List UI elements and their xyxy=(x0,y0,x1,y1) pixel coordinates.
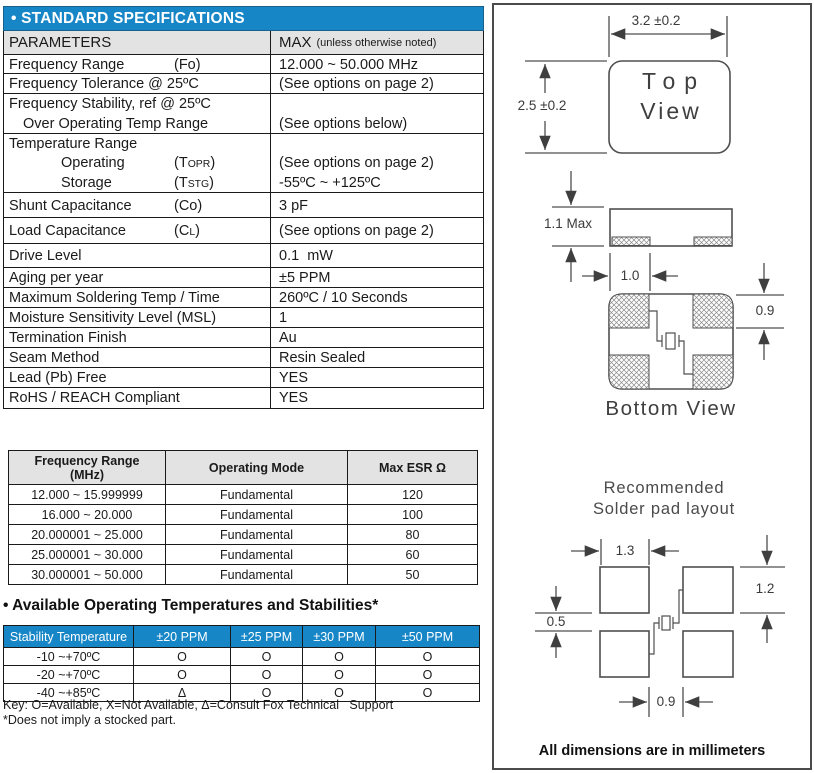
spec-parameter-cell xyxy=(4,55,271,73)
dimensions-note: All dimensions are in millimeters xyxy=(538,743,766,759)
stability-table-row xyxy=(4,648,479,666)
stability-cell: O xyxy=(303,666,376,683)
esr-header-line: (MHz) xyxy=(69,467,104,482)
spec-parameter-text: Termination Finish xyxy=(9,330,127,346)
spec-parameter-line xyxy=(4,74,270,93)
stability-cell: O xyxy=(134,666,231,683)
dim-layout-row-gap: 0.5 xyxy=(546,614,566,629)
spec-value-cell xyxy=(271,348,483,367)
parameters-column-header: PARAMETERS xyxy=(4,31,271,54)
spec-table-row xyxy=(4,328,483,348)
spec-table-row xyxy=(4,193,483,218)
layout-pad-top-left xyxy=(600,567,649,613)
spec-parameter-line xyxy=(4,244,270,267)
spec-value-line xyxy=(271,94,483,114)
spec-value-cell xyxy=(271,193,483,217)
spec-parameter-line xyxy=(4,348,270,367)
spec-parameter-line xyxy=(4,308,270,327)
spec-value-line: YES xyxy=(279,390,309,406)
esr-column-header xyxy=(348,451,477,484)
spec-parameter-cell xyxy=(4,268,271,287)
esr-column-header xyxy=(166,451,348,484)
spec-value-cell xyxy=(271,94,483,133)
spec-parameter-line xyxy=(4,193,270,217)
stability-cell: O xyxy=(303,648,376,665)
spec-parameter-symbol: (TOPR) xyxy=(174,155,216,172)
stability-cell: O xyxy=(231,648,303,665)
dim-layout-col-gap: 0.9 xyxy=(656,694,676,709)
esr-header-line: Operating Mode xyxy=(208,460,305,475)
spec-table-row xyxy=(4,218,483,244)
spec-parameter-text: Seam Method xyxy=(9,350,100,366)
spec-parameter-line xyxy=(4,154,270,174)
stability-cell: Δ xyxy=(134,684,231,701)
esr-cell: 80 xyxy=(405,527,420,542)
spec-value-line: (See options on page 2) xyxy=(279,155,434,172)
spec-parameter-line xyxy=(4,94,270,114)
spec-parameter-symbol: (Fo) xyxy=(174,56,201,73)
stability-cell: -40 ~+85ºC xyxy=(4,684,134,701)
esr-cell: Fundamental xyxy=(166,485,348,504)
stability-cell: O xyxy=(134,648,231,665)
spec-header-row xyxy=(4,31,483,55)
spec-value-line: (See options on page 2) xyxy=(279,223,434,239)
spec-value-line: 1 xyxy=(279,310,288,326)
stability-cell: O xyxy=(422,685,433,700)
spec-parameter-line xyxy=(4,268,270,287)
layout-pad-bottom-right xyxy=(683,631,733,677)
stability-cell: -20 ~+70ºC xyxy=(4,666,134,683)
solder-pad-layout-title-line2: Solder pad layout xyxy=(592,500,736,518)
bottom-pad-top-right xyxy=(693,294,733,328)
spec-parameter-text: Temperature Range xyxy=(9,135,138,152)
stability-column-header: ±50 PPM xyxy=(401,629,454,644)
spec-parameter-cell xyxy=(4,134,271,192)
spec-value-line: 12.000 ~ 50.000 MHz xyxy=(279,56,419,73)
stability-column-header: ±25 PPM xyxy=(231,626,303,647)
stability-column-header: ±30 PPM xyxy=(303,626,376,647)
spec-parameter-text: Shunt Capacitance xyxy=(9,197,132,214)
spec-parameter-cell xyxy=(4,244,271,267)
stability-table-row xyxy=(4,666,479,684)
spec-parameter-line xyxy=(4,173,270,192)
spec-value-cell xyxy=(271,268,483,287)
spec-value-line: (See options below) xyxy=(279,116,408,132)
esr-cell: 60 xyxy=(405,547,420,562)
crystal-symbol xyxy=(649,311,693,374)
bottom-pad-bottom-left xyxy=(609,355,649,389)
spec-parameter-line xyxy=(4,368,270,387)
spec-value-line: (See options on page 2) xyxy=(279,76,434,92)
spec-value-cell xyxy=(271,388,483,408)
top-view-label xyxy=(609,66,730,126)
spec-table-row xyxy=(4,55,483,74)
stability-cell: O xyxy=(422,667,433,682)
spec-parameter-symbol-sub: STG xyxy=(187,179,210,191)
spec-value-cell xyxy=(271,55,483,73)
spec-value-cell xyxy=(271,308,483,327)
stability-cell: O xyxy=(303,684,376,701)
stability-section-title: • Available Operating Temperatures and Stabilities* xyxy=(3,597,379,614)
max-column-header xyxy=(271,31,483,54)
spec-parameter-line xyxy=(4,288,270,307)
spec-table-row xyxy=(4,268,483,288)
spec-value-line: YES xyxy=(279,370,309,386)
esr-cell: Fundamental xyxy=(166,545,348,564)
stability-cell: -10 ~+70ºC xyxy=(4,648,134,665)
spec-value-line: 3 pF xyxy=(279,197,309,214)
bottom-pad-top-left xyxy=(609,294,649,328)
esr-table-row xyxy=(9,565,477,584)
spec-value-line: ±5 PPM xyxy=(279,270,331,286)
spec-table-row xyxy=(4,134,483,193)
spec-table-row xyxy=(4,368,483,388)
spec-parameter-line xyxy=(4,388,270,408)
stability-header-row xyxy=(4,626,479,648)
layout-pad-top-right xyxy=(683,567,733,613)
esr-cell: 50 xyxy=(405,567,420,582)
dim-bottom-pad-height: 0.9 xyxy=(755,303,775,318)
spec-parameter-cell xyxy=(4,288,271,307)
stability-column-header: Stability Temperature xyxy=(4,626,134,647)
esr-header-line: Frequency Range xyxy=(34,453,140,468)
bottom-pad-bottom-right xyxy=(693,355,733,389)
spec-parameter-text: RoHS / REACH Compliant xyxy=(9,390,180,406)
spec-parameter-text: Aging per year xyxy=(9,270,104,286)
spec-parameter-text: Load Capacitance xyxy=(9,223,126,239)
esr-table-row xyxy=(9,525,477,545)
spec-value-cell xyxy=(271,74,483,93)
spec-parameter-cell xyxy=(4,218,271,243)
dim-top-height: 2.5 ±0.2 xyxy=(517,98,567,113)
esr-header-line: Max ESR Ω xyxy=(379,460,446,475)
dim-side-height: 1.1 Max xyxy=(543,216,593,231)
side-view-pad-right xyxy=(694,237,732,246)
esr-cell: Fundamental xyxy=(166,505,348,524)
esr-cell: 25.000001 ~ 30.000 xyxy=(9,545,166,564)
spec-parameter-symbol-sub: OPR xyxy=(187,159,211,171)
spec-parameter-cell xyxy=(4,348,271,367)
spec-table-row xyxy=(4,308,483,328)
spec-parameter-line xyxy=(4,218,270,243)
spec-parameter-symbol: (Co) xyxy=(174,197,203,214)
solder-pad-layout-title-line1: Recommended xyxy=(603,479,725,497)
layout-pad-bottom-left xyxy=(600,631,649,677)
stability-cell: O xyxy=(231,666,303,683)
spec-value-cell xyxy=(271,218,483,243)
top-view-label-line1: Top xyxy=(641,68,707,94)
dim-side-pad: 1.0 xyxy=(620,268,640,283)
esr-table-row xyxy=(9,505,477,525)
spec-parameter-cell xyxy=(4,193,271,217)
spec-value-line: 260ºC / 10 Seconds xyxy=(279,290,408,306)
spec-parameter-text: Maximum Soldering Temp / Time xyxy=(9,290,220,306)
esr-cell: Fundamental xyxy=(166,525,348,544)
mechanical-drawing-panel xyxy=(492,3,812,770)
esr-cell: 20.000001 ~ 25.000 xyxy=(9,525,166,544)
spec-parameter-text: Operating xyxy=(61,155,125,172)
side-view-pad-left xyxy=(612,237,650,246)
spec-table-row xyxy=(4,388,483,408)
spec-value-cell xyxy=(271,134,483,192)
standard-specifications-header: • STANDARD SPECIFICATIONS xyxy=(3,6,484,31)
spec-value-cell xyxy=(271,244,483,267)
standard-specifications-table xyxy=(3,31,484,409)
spec-value-line: 0.1 mW xyxy=(279,248,333,264)
max-note: (unless otherwise noted) xyxy=(316,36,437,49)
spec-value-line: Au xyxy=(279,330,297,346)
spec-parameter-line xyxy=(4,114,270,133)
dim-layout-pad-width: 1.3 xyxy=(615,543,635,558)
spec-parameter-symbol: (TSTG) xyxy=(174,175,214,192)
spec-parameter-symbol-sub: L xyxy=(189,227,196,238)
spec-parameter-line xyxy=(4,134,270,154)
esr-cell: 100 xyxy=(402,507,423,522)
spec-parameter-cell xyxy=(4,308,271,327)
spec-parameter-text: Frequency Tolerance @ 25ºC xyxy=(9,76,199,92)
stability-column-header: ±20 PPM xyxy=(134,626,231,647)
spec-value-cell xyxy=(271,328,483,347)
spec-parameter-cell xyxy=(4,368,271,387)
spec-table-row xyxy=(4,288,483,308)
spec-parameter-cell xyxy=(4,388,271,408)
spec-parameter-text: Over Operating Temp Range xyxy=(23,116,209,132)
esr-cell: 30.000001 ~ 50.000 xyxy=(9,565,166,584)
esr-table-row xyxy=(9,545,477,565)
esr-cell: 12.000 ~ 15.999999 xyxy=(9,485,166,504)
esr-cell: 120 xyxy=(402,487,423,502)
spec-parameter-symbol: (CL) xyxy=(174,223,200,239)
spec-parameter-text: Frequency Stability, ref @ 25ºC xyxy=(9,96,211,112)
crystal-symbol-small xyxy=(649,590,683,654)
max-label: MAX xyxy=(279,34,312,51)
dim-layout-pad-height: 1.2 xyxy=(755,581,775,596)
spec-table-row xyxy=(4,348,483,368)
spec-value-line: -55ºC ~ +125ºC xyxy=(279,175,381,192)
solder-pad-layout-title xyxy=(564,478,764,520)
spec-parameter-cell xyxy=(4,74,271,93)
spec-parameter-text: Moisture Sensitivity Level (MSL) xyxy=(9,310,217,326)
esr-column-header xyxy=(9,451,166,484)
spec-value-line xyxy=(271,134,483,154)
spec-parameter-text: Lead (Pb) Free xyxy=(9,370,107,386)
esr-table-row xyxy=(9,485,477,505)
bottom-view-label: Bottom View xyxy=(605,397,737,420)
stability-table xyxy=(3,625,480,702)
stability-key: Key: O=Available, X=Not Available, Δ=Consult Fox Technical Support xyxy=(3,698,394,712)
spec-parameter-line xyxy=(4,55,270,73)
spec-value-line: Resin Sealed xyxy=(279,350,366,366)
spec-value-cell xyxy=(271,368,483,387)
spec-table-row xyxy=(4,94,483,134)
esr-cell: 16.000 ~ 20.000 xyxy=(9,505,166,524)
spec-parameter-line xyxy=(4,328,270,347)
esr-table xyxy=(8,450,478,585)
esr-header-row xyxy=(9,451,477,485)
stability-footnote: *Does not imply a stocked part. xyxy=(3,713,176,727)
stability-cell: O xyxy=(422,649,433,664)
top-view-label-line2: View xyxy=(640,98,702,124)
spec-parameter-text: Drive Level xyxy=(9,248,82,264)
esr-cell: Fundamental xyxy=(166,565,348,584)
spec-parameter-text: Storage xyxy=(61,175,112,192)
spec-value-cell xyxy=(271,288,483,307)
spec-table-row xyxy=(4,74,483,94)
spec-parameter-cell xyxy=(4,94,271,133)
spec-parameter-text: Frequency Range xyxy=(9,56,125,73)
spec-parameter-cell xyxy=(4,328,271,347)
dim-top-width: 3.2 ±0.2 xyxy=(631,13,681,28)
spec-table-row xyxy=(4,244,483,268)
stability-cell: O xyxy=(231,684,303,701)
